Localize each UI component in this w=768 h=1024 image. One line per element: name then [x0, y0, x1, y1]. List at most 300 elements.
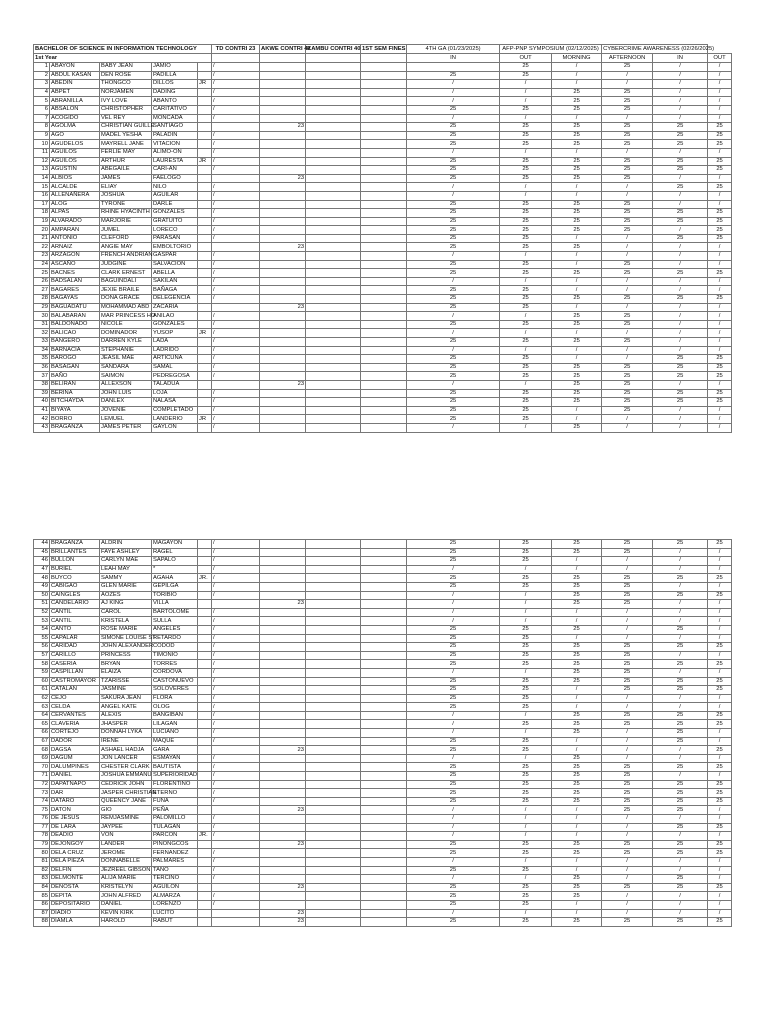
akwe-contri [260, 338, 306, 347]
ga-in: / [407, 711, 500, 720]
sem-fines [361, 746, 407, 755]
afp-morning: / [552, 557, 602, 566]
ga-out: 25 [500, 548, 552, 557]
first-name: JOHN ALFRED [100, 892, 152, 901]
last-name: BRAGANZA [50, 423, 100, 432]
first-name: PRINCESS [100, 651, 152, 660]
cyber-in: 25 [653, 574, 708, 583]
td-contri: / [212, 720, 260, 729]
akwe-contri [260, 660, 306, 669]
attendance-sheet-page-1 [33, 44, 732, 433]
last-name: AGUILOS [50, 148, 100, 157]
cyber-in: 25 [653, 269, 708, 278]
first-name: DANIEL [100, 900, 152, 909]
cyber-in: / [653, 243, 708, 252]
sem-fines [361, 849, 407, 858]
kambu-contri [306, 875, 361, 884]
afp-morning: 25 [552, 643, 602, 652]
row-number: 52 [34, 608, 50, 617]
kambu-contri [306, 686, 361, 695]
cyber-out: / [708, 63, 732, 72]
sem-fines [361, 565, 407, 574]
middle-name: PADILLA [152, 71, 198, 80]
afp-afternoon: / [602, 737, 653, 746]
ga-out: 25 [500, 303, 552, 312]
afp-afternoon: 25 [602, 406, 653, 415]
ga-in: 25 [407, 105, 500, 114]
table-row [34, 140, 732, 149]
kambu-contri [306, 234, 361, 243]
first-name: FAYE ASHLEY [100, 548, 152, 557]
afp-morning: / [552, 183, 602, 192]
akwe-contri [260, 677, 306, 686]
row-number: 46 [34, 557, 50, 566]
first-name: DOMINADOR [100, 329, 152, 338]
table-row [34, 875, 732, 884]
last-name: CELDA [50, 703, 100, 712]
first-name: JOSHUA EMMANU [101, 772, 152, 779]
afp-morning: 25 [552, 574, 602, 583]
cyber-out: 25 [708, 746, 732, 755]
cyber-out: 25 [708, 883, 732, 892]
afp-afternoon: / [602, 625, 653, 634]
row-number: 77 [34, 823, 50, 832]
row-number: 30 [34, 312, 50, 321]
afp-morning: / [552, 406, 602, 415]
ga-out: / [500, 754, 552, 763]
akwe-contri [260, 114, 306, 123]
suffix [198, 823, 212, 832]
middle-name: LADRIDO [152, 346, 198, 355]
afp-afternoon: / [602, 892, 653, 901]
ga-out: / [500, 252, 552, 261]
afp-morning: 25 [552, 651, 602, 660]
ga-out: 25 [500, 634, 552, 643]
cyber-in: 25 [653, 918, 708, 927]
suffix [198, 183, 212, 192]
sem-fines [361, 703, 407, 712]
suffix [198, 591, 212, 600]
cyber-out: / [708, 380, 732, 389]
first-name: AOZES [100, 591, 152, 600]
sem-fines [361, 823, 407, 832]
last-name: BULLON [50, 557, 100, 566]
kambu-contri [306, 338, 361, 347]
table-row [34, 269, 732, 278]
cyber-out: 25 [708, 157, 732, 166]
suffix [198, 540, 212, 549]
middle-name: TORRES [152, 660, 198, 669]
cyber-in: / [653, 746, 708, 755]
afp-morning: 25 [552, 269, 602, 278]
td-contri: / [212, 295, 260, 304]
td-contri: / [212, 823, 260, 832]
ga-out: 25 [500, 226, 552, 235]
ga-out: / [500, 875, 552, 884]
td-contri [212, 123, 260, 132]
td-contri: / [212, 252, 260, 261]
td-contri: / [212, 97, 260, 106]
cyber-out: / [708, 832, 732, 841]
sem-fines [361, 123, 407, 132]
cyber-in: / [653, 415, 708, 424]
cyber-out: / [708, 80, 732, 89]
header-row-2 [34, 54, 732, 63]
sem-fines [361, 406, 407, 415]
cyber-in: / [653, 703, 708, 712]
akwe-contri [260, 372, 306, 381]
ga-out: / [500, 806, 552, 815]
sem-fines [361, 174, 407, 183]
middle-name: AGAHA [152, 574, 198, 583]
afp-morning: 25 [552, 540, 602, 549]
kambu-contri [306, 840, 361, 849]
table-row [34, 286, 732, 295]
kambu-contri [306, 226, 361, 235]
suffix: JR [198, 415, 212, 424]
cyber-out: / [708, 582, 732, 591]
kambu-contri [306, 694, 361, 703]
kambu-contri [306, 295, 361, 304]
middle-name: TORIBIO [152, 591, 198, 600]
sem-fines [361, 191, 407, 200]
middle-name: BARTOLOME [152, 608, 198, 617]
akwe-contri: 23 [260, 123, 306, 132]
last-name: CASPILLAN [50, 668, 100, 677]
akwe-contri [260, 131, 306, 140]
middle-name: AGUILON [152, 883, 198, 892]
ga-in: / [407, 312, 500, 321]
row-number: 27 [34, 286, 50, 295]
td-contri: / [212, 372, 260, 381]
table-row [34, 780, 732, 789]
first-name: ROSE MARIE [100, 625, 152, 634]
last-name: DEJONGOY [50, 840, 100, 849]
sem-fines [361, 269, 407, 278]
middle-name: DADING [152, 88, 198, 97]
afp-afternoon: / [602, 191, 653, 200]
ga-in: 25 [407, 406, 500, 415]
ga-in: 25 [407, 883, 500, 892]
afp-morning: / [552, 832, 602, 841]
cyber-out: / [708, 243, 732, 252]
table-row [34, 71, 732, 80]
first-name: THONGCO [100, 80, 152, 89]
last-name: DIAMLA [50, 918, 100, 927]
afp-morning: 25 [552, 131, 602, 140]
last-name: ALBIOS [50, 174, 100, 183]
cyber-in: / [653, 346, 708, 355]
cyber-in: / [653, 338, 708, 347]
row-number: 16 [34, 191, 50, 200]
cyber-out: 25 [708, 591, 732, 600]
sem-fines [361, 711, 407, 720]
row-number: 25 [34, 269, 50, 278]
cyber-in: 25 [653, 780, 708, 789]
ga-in: / [407, 823, 500, 832]
afp-afternoon: / [602, 746, 653, 755]
ga-out: 25 [500, 660, 552, 669]
td-contri: / [212, 643, 260, 652]
cyber-out: 25 [708, 711, 732, 720]
td-contri: / [212, 260, 260, 269]
row-number: 61 [34, 686, 50, 695]
last-name: ASCAÑO [50, 260, 100, 269]
akwe-contri [260, 252, 306, 261]
akwe-contri: 23 [260, 303, 306, 312]
suffix [198, 737, 212, 746]
ga-in: 25 [407, 355, 500, 364]
afp-morning: 25 [552, 780, 602, 789]
afp-morning: 25 [552, 105, 602, 114]
row-number: 18 [34, 209, 50, 218]
suffix [198, 849, 212, 858]
afp-morning: / [552, 565, 602, 574]
ga-out: 25 [500, 703, 552, 712]
cyber-out: 25 [708, 217, 732, 226]
cyber-out: / [708, 252, 732, 261]
cyber-in: 25 [653, 660, 708, 669]
middle-name: GASPAR [152, 252, 198, 261]
middle-name: CARI-AN [152, 166, 198, 175]
afp-afternoon: / [602, 71, 653, 80]
ga-in: / [407, 729, 500, 738]
table-row [34, 88, 732, 97]
last-name: DAR [50, 789, 100, 798]
suffix [198, 840, 212, 849]
kambu-contri [306, 797, 361, 806]
cyber-out: 25 [708, 789, 732, 798]
row-number: 6 [34, 105, 50, 114]
ga-in: 25 [407, 643, 500, 652]
afp-afternoon: / [602, 557, 653, 566]
afp-morning: MORNING [552, 54, 602, 63]
table-row [34, 625, 732, 634]
kambu-contri [306, 677, 361, 686]
row-number: 24 [34, 260, 50, 269]
akwe-contri [260, 200, 306, 209]
kambu-contri [306, 303, 361, 312]
afp-morning: / [552, 909, 602, 918]
middle-name: SAPALO [152, 557, 198, 566]
first-name: ANGIE MAY [100, 243, 152, 252]
afp-afternoon: / [602, 815, 653, 824]
row-number: 13 [34, 166, 50, 175]
akwe-contri [260, 634, 306, 643]
first-name: MADEL YESHA [100, 131, 152, 140]
suffix [198, 806, 212, 815]
ga-out: 25 [500, 746, 552, 755]
last-name: DANIEL [50, 772, 100, 781]
td-contri [212, 840, 260, 849]
td-contri: / [212, 389, 260, 398]
cyber-out: / [708, 346, 732, 355]
table-row [34, 97, 732, 106]
sem-fines [361, 320, 407, 329]
akwe-contri [260, 63, 306, 72]
cyber-in: / [653, 277, 708, 286]
td-contri: / [212, 415, 260, 424]
middle-name: LORENZO [152, 900, 198, 909]
cyber-in: 25 [653, 363, 708, 372]
suffix [198, 355, 212, 364]
row-number: 62 [34, 694, 50, 703]
ga-in: / [407, 80, 500, 89]
row-number: 5 [34, 97, 50, 106]
afp-morning: / [552, 737, 602, 746]
cyber-in: / [653, 260, 708, 269]
sem-fines [361, 131, 407, 140]
cyber-in: 25 [653, 823, 708, 832]
sem-fines [361, 651, 407, 660]
row-number: 50 [34, 591, 50, 600]
cyber-out: 25 [708, 797, 732, 806]
last-name: ANTONIO [50, 234, 100, 243]
row-number: 86 [34, 900, 50, 909]
afp-morning: 25 [552, 548, 602, 557]
suffix [198, 174, 212, 183]
ga-in: 25 [407, 303, 500, 312]
afp-morning: 25 [552, 423, 602, 432]
table-row [34, 754, 732, 763]
cyber-out: 25 [708, 686, 732, 695]
first-name: DEN ROSE [100, 71, 152, 80]
afp-morning: / [552, 234, 602, 243]
first-name: JEROME [100, 849, 152, 858]
cyber-in: 25 [653, 643, 708, 652]
sem-fines [361, 398, 407, 407]
sem-fines [361, 643, 407, 652]
row-number: 56 [34, 643, 50, 652]
row-number: 88 [34, 918, 50, 927]
last-name: ABSALON [50, 105, 100, 114]
ga-in: 25 [407, 651, 500, 660]
first-name: JEZREEL GIBSON [101, 866, 151, 873]
row-number: 87 [34, 909, 50, 918]
last-name: ALCALDE [50, 183, 100, 192]
cyber-out: / [708, 200, 732, 209]
suffix [198, 797, 212, 806]
ga-in: 25 [407, 625, 500, 634]
last-name: DENOSTA [50, 883, 100, 892]
ga-out: 25 [500, 686, 552, 695]
kambu-contri [306, 625, 361, 634]
sem-fines [361, 677, 407, 686]
afp-morning: / [552, 617, 602, 626]
suffix [198, 608, 212, 617]
row-number: 44 [34, 540, 50, 549]
cyber-out: / [708, 754, 732, 763]
akwe-contri [260, 875, 306, 884]
afp-afternoon: 25 [602, 217, 653, 226]
cyber-out: / [708, 423, 732, 432]
row-number: 55 [34, 634, 50, 643]
kambu-contri [306, 148, 361, 157]
suffix [198, 88, 212, 97]
cyber-in: / [653, 88, 708, 97]
akwe-contri [260, 346, 306, 355]
first-name: DONA GRACE [100, 295, 152, 304]
ga-in: / [407, 183, 500, 192]
cyber-out: / [708, 71, 732, 80]
sem-fines [361, 668, 407, 677]
suffix [198, 565, 212, 574]
afp-afternoon: / [602, 329, 653, 338]
cyber-out: / [708, 557, 732, 566]
row-number: 43 [34, 423, 50, 432]
first-name: BRYAN [100, 660, 152, 669]
table-row [34, 166, 732, 175]
first-name: CHRISTIAN GUILLE [101, 123, 155, 130]
afp-morning: 25 [552, 226, 602, 235]
kambu-contri [306, 909, 361, 918]
afp-afternoon: 25 [602, 398, 653, 407]
table-row [34, 63, 732, 72]
td-contri: / [212, 140, 260, 149]
suffix [198, 380, 212, 389]
sem-fines [361, 883, 407, 892]
last-name: BIYAYA [50, 406, 100, 415]
kambu-contri [306, 754, 361, 763]
first-name: SAKURA JEAN [100, 694, 152, 703]
attendance-table-1 [33, 44, 732, 433]
ga-out: 25 [500, 398, 552, 407]
akwe-contri [260, 582, 306, 591]
cyber-out: 25 [708, 677, 732, 686]
cyber-in: 25 [653, 123, 708, 132]
row-number: 57 [34, 651, 50, 660]
kambu-contri [306, 772, 361, 781]
cyber-in: / [653, 772, 708, 781]
table-row [34, 651, 732, 660]
table-row [34, 892, 732, 901]
td-contri: / [212, 234, 260, 243]
ga-in: 25 [407, 677, 500, 686]
cyber-out: / [708, 88, 732, 97]
cyber-out: 25 [708, 363, 732, 372]
td-contri: / [212, 423, 260, 432]
cyber-in: / [653, 909, 708, 918]
kambu-contri [306, 789, 361, 798]
kambu-contri [306, 832, 361, 841]
suffix [198, 677, 212, 686]
cyber-in: / [653, 303, 708, 312]
afp-afternoon: 25 [602, 372, 653, 381]
cyber-in: / [653, 200, 708, 209]
first-name: RHINE HYACINTH [101, 209, 150, 216]
td-contri: / [212, 634, 260, 643]
cyber-out: 25 [708, 183, 732, 192]
afp-morning: 25 [552, 789, 602, 798]
ga-in: 25 [407, 200, 500, 209]
cyber-out: / [708, 772, 732, 781]
td-contri: / [212, 677, 260, 686]
ga-out: / [500, 97, 552, 106]
row-number: 69 [34, 754, 50, 763]
sem-fines [361, 183, 407, 192]
kambu-contri [306, 729, 361, 738]
afp-morning: 25 [552, 174, 602, 183]
afp-afternoon: 25 [602, 312, 653, 321]
middle-name: COMPLETADO [152, 406, 198, 415]
table-row [34, 900, 732, 909]
akwe-contri [260, 80, 306, 89]
akwe-contri [260, 217, 306, 226]
table-row [34, 114, 732, 123]
row-number: 54 [34, 625, 50, 634]
cyber-in: / [653, 252, 708, 261]
first-name: TZARISSE [100, 677, 152, 686]
